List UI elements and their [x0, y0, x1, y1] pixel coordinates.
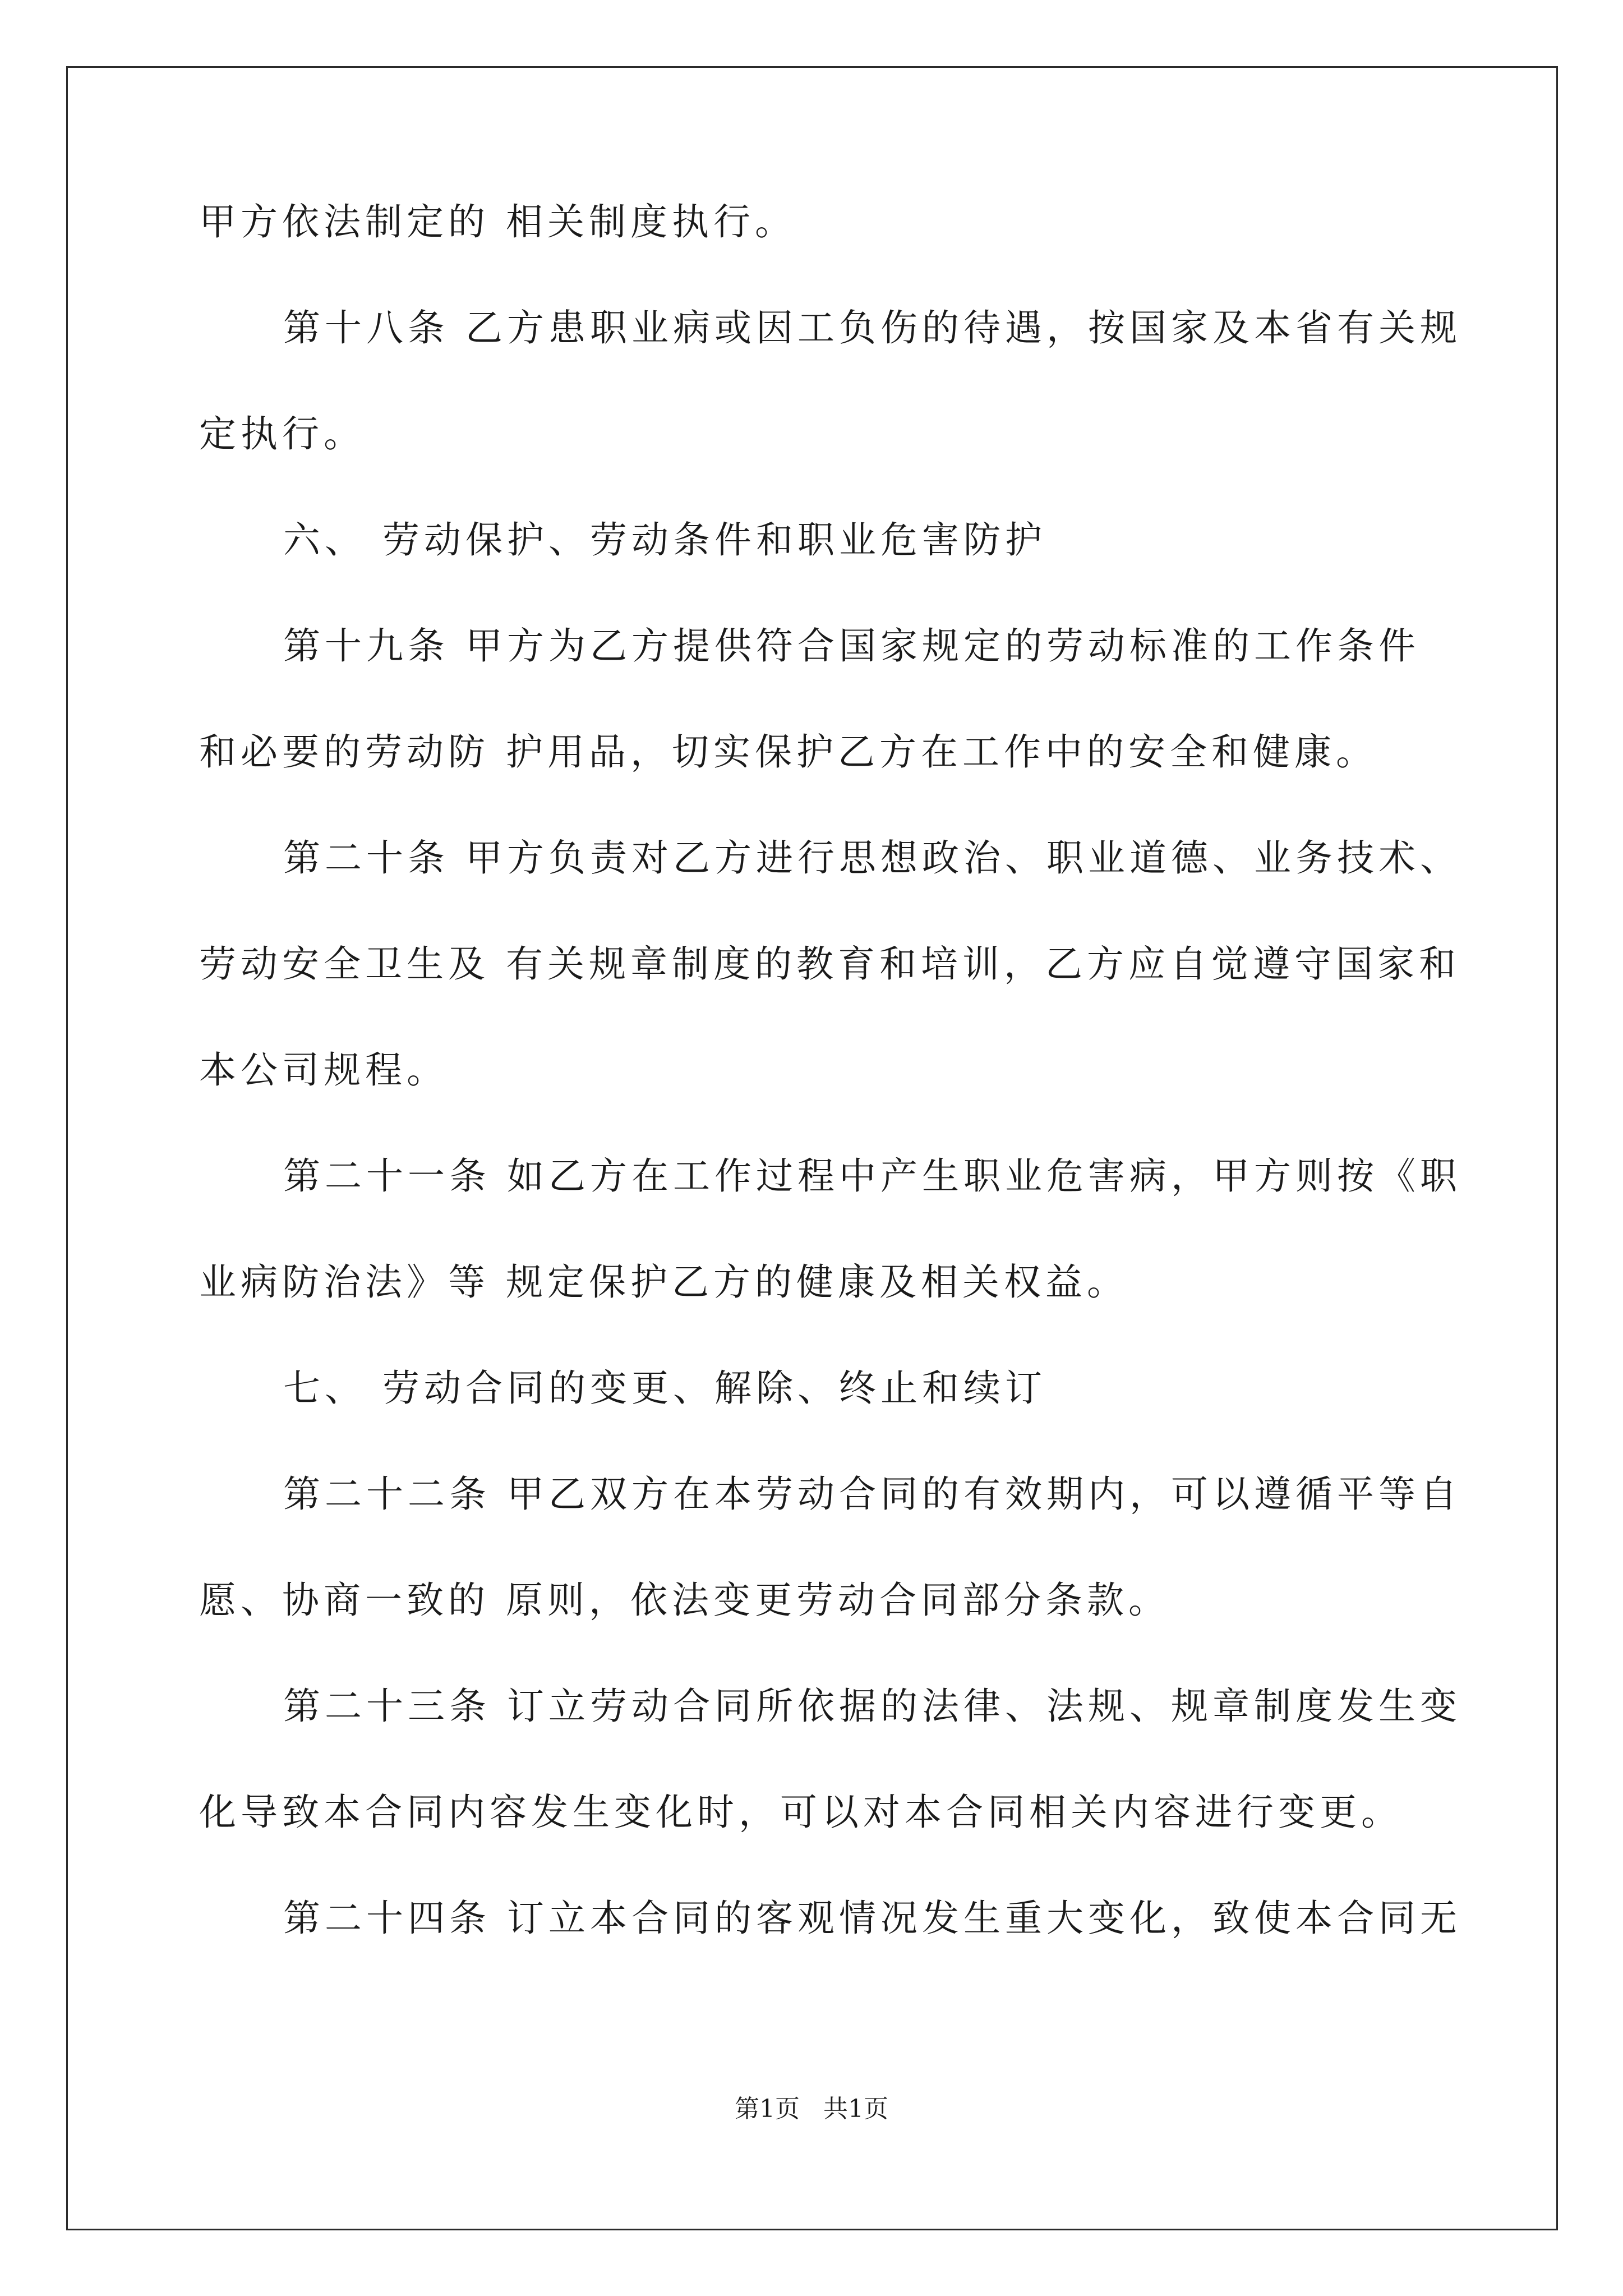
article-22-line-1: 第二十二条 甲乙双方在本劳动合同的有效期内，可以遵循平等自: [283, 1473, 1461, 1516]
article-22-line-2: 愿、协商一致的 原则，依法变更劳动合同部分条款。: [199, 1579, 1170, 1622]
article-18-line-1: 第十八条 乙方患职业病或因工负伤的待遇，按国家及本省有关规: [283, 306, 1461, 349]
article-21-line-1: 第二十一条 如乙方在工作过程中产生职业危害病，甲方则按《职: [283, 1154, 1461, 1198]
section-heading-7: 七、 劳动合同的变更、解除、终止和续订: [283, 1366, 1046, 1410]
text-line: 甲方依法制定的 相关制度执行。: [199, 200, 796, 243]
article-23-line-2: 化导致本合同内容发生变化时，可以对本合同相关内容进行变更。: [199, 1791, 1403, 1834]
article-20-line-2: 劳动安全卫生及 有关规章制度的教育和培训，乙方应自觉遵守国家和: [199, 942, 1460, 986]
article-20-line-1: 第二十条 甲方负责对乙方进行思想政治、职业道德、业务技术、: [283, 836, 1461, 880]
article-18-line-2: 定执行。: [199, 412, 365, 455]
article-24-line-1: 第二十四条 订立本合同的客观情况发生重大变化，致使本合同无: [283, 1897, 1461, 1940]
section-heading-6: 六、 劳动保护、劳动条件和职业危害防护: [283, 518, 1046, 562]
article-23-line-1: 第二十三条 订立劳动合同所依据的法律、法规、规章制度发生变: [283, 1685, 1461, 1728]
page-footer: 第1页 共1页: [735, 2095, 888, 2123]
article-19-line-1: 第十九条 甲方为乙方提供符合国家规定的劳动标准的工作条件: [283, 624, 1420, 668]
article-20-line-3: 本公司规程。: [199, 1048, 448, 1092]
article-21-line-2: 业病防治法》等 规定保护乙方的健康及相关权益。: [199, 1260, 1128, 1304]
article-19-line-2: 和必要的劳动防 护用品，切实保护乙方在工作中的安全和健康。: [199, 730, 1377, 774]
